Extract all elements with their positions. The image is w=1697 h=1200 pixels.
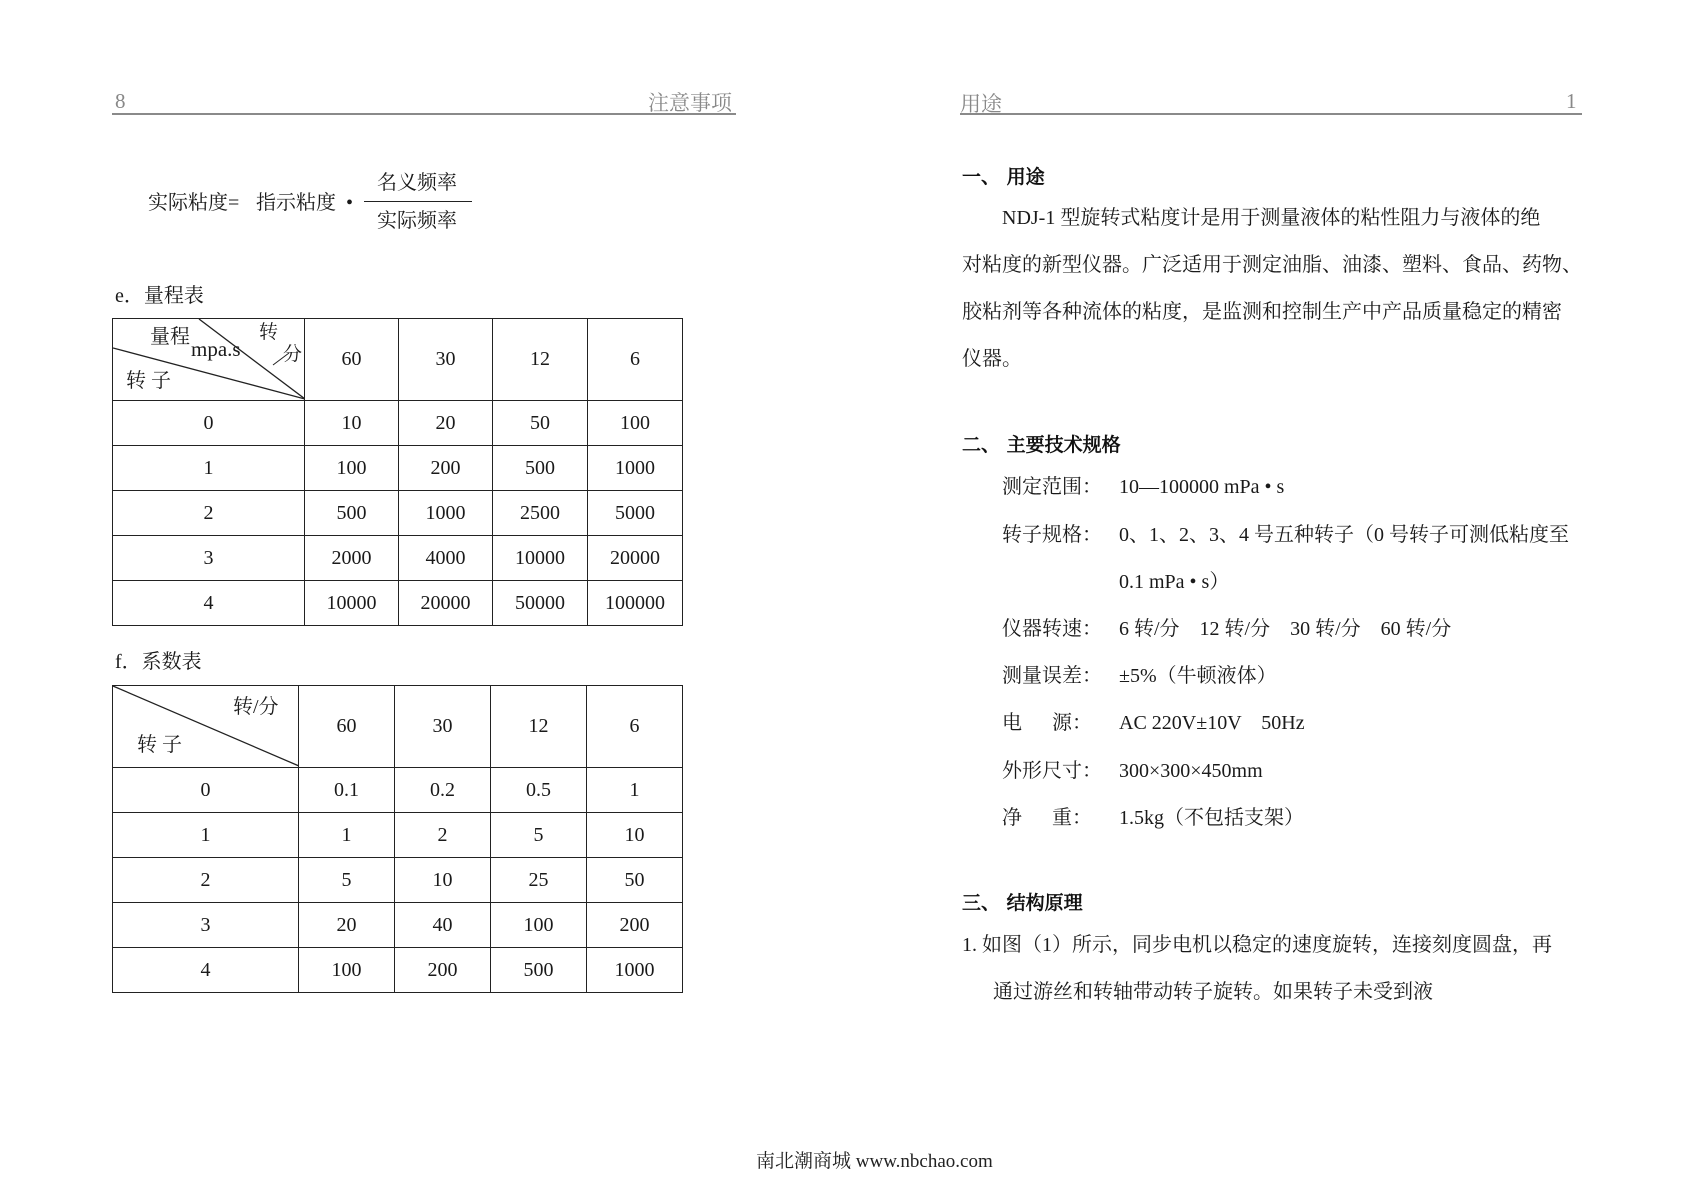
value-cell: 100 [305, 446, 399, 491]
value-cell: 200 [395, 948, 491, 993]
value-cell: 25 [491, 858, 587, 903]
fraction-bar [364, 201, 472, 202]
value-cell: 40 [395, 903, 491, 948]
spec-label: 测量误差： [1002, 665, 1102, 687]
rotor-cell: 0 [113, 768, 299, 813]
rotor-cell: 4 [113, 581, 305, 626]
coef-table-corner [113, 686, 299, 768]
value-cell: 20 [299, 903, 395, 948]
formula-denominator: 实际频率 [377, 210, 457, 232]
rotor-cell: 4 [113, 948, 299, 993]
formula-numerator: 名义频率 [377, 172, 457, 194]
rotor-cell: 3 [113, 903, 299, 948]
value-cell: 0.5 [491, 768, 587, 813]
table-row [113, 491, 683, 536]
value-cell: 500 [493, 446, 588, 491]
value-cell: 100 [491, 903, 587, 948]
spec-value: ±5%（牛顿液体） [1119, 665, 1277, 687]
value-cell: 2500 [493, 491, 588, 536]
spec-value: 1.5kg（不包括支架） [1119, 807, 1304, 829]
value-cell: 100000 [588, 581, 683, 626]
range-table-caption: e．量程表 [115, 285, 204, 307]
spec-value: 300×300×450mm [1119, 760, 1263, 782]
rotor-cell: 3 [113, 536, 305, 581]
table-row [113, 768, 683, 813]
value-cell: 50 [587, 858, 683, 903]
section-heading-structure: 三、 结构原理 [962, 892, 1083, 914]
value-cell: 200 [399, 446, 493, 491]
column-header: 60 [305, 319, 399, 401]
value-cell: 20 [399, 401, 493, 446]
table-row [113, 446, 683, 491]
value-cell: 10 [395, 858, 491, 903]
spec-label: 净 重： [1002, 807, 1092, 829]
rotor-cell: 2 [113, 858, 299, 903]
rotor-cell: 0 [113, 401, 305, 446]
spec-value: 0.1 mPa • s） [1119, 571, 1230, 593]
column-header: 12 [493, 319, 588, 401]
table-row [113, 903, 683, 948]
spec-value: 10—100000 mPa • s [1119, 476, 1285, 498]
column-header: 12 [491, 686, 587, 768]
spec-value: AC 220V±10V 50Hz [1119, 712, 1305, 734]
column-header: 6 [588, 319, 683, 401]
spec-label: 仪器转速： [1002, 618, 1102, 640]
section-heading-usage: 一、 用途 [962, 166, 1045, 188]
formula-dot: • [346, 192, 354, 214]
table-row [113, 401, 683, 446]
spec-label: 外形尺寸： [1002, 760, 1102, 782]
value-cell: 500 [491, 948, 587, 993]
spec-value: 0、1、2、3、4 号五种转子（0 号转子可测低粘度至 [1119, 524, 1569, 546]
value-cell: 10 [587, 813, 683, 858]
coef-table-caption: f．系数表 [115, 651, 202, 673]
table-row [113, 858, 683, 903]
paragraph-line: 对粘度的新型仪器。广泛适用于测定油脂、油漆、塑料、食品、药物、 [962, 254, 1582, 276]
range-table [112, 318, 683, 626]
value-cell: 500 [305, 491, 399, 536]
table-row [113, 813, 683, 858]
spec-label: 转子规格： [1002, 524, 1102, 546]
page-number-right: 1 [1566, 89, 1577, 113]
range-table-corner [113, 319, 305, 401]
value-cell: 1000 [399, 491, 493, 536]
value-cell: 2000 [305, 536, 399, 581]
paragraph-line: 胶粘剂等各种流体的粘度，是监测和控制生产中产品质量稳定的精密 [962, 301, 1562, 323]
value-cell: 0.1 [299, 768, 395, 813]
column-header: 30 [399, 319, 493, 401]
corner-rpm-top: 转 [259, 322, 279, 343]
value-cell: 0.2 [395, 768, 491, 813]
value-cell: 1 [587, 768, 683, 813]
value-cell: 100 [299, 948, 395, 993]
corner-rotor-label: 转 子 [126, 370, 171, 392]
corner-rotor-label: 转 子 [137, 734, 182, 756]
paragraph-line: 仪器。 [962, 348, 1022, 370]
footer-watermark: 南北潮商城 www.nbchao.com [756, 1151, 993, 1172]
section-heading-specs: 二、 主要技术规格 [962, 434, 1121, 456]
column-header: 30 [395, 686, 491, 768]
value-cell: 4000 [399, 536, 493, 581]
value-cell: 10 [305, 401, 399, 446]
value-cell: 1 [299, 813, 395, 858]
value-cell: 20000 [399, 581, 493, 626]
paragraph-line: 1. 如图（1）所示，同步电机以稳定的速度旋转，连接刻度圆盘，再 [962, 934, 1552, 956]
formula-term: 指示粘度 [256, 192, 336, 214]
coef-table [112, 685, 683, 993]
value-cell: 1000 [588, 446, 683, 491]
paragraph-line: NDJ-1 型旋转式粘度计是用于测量液体的粘性阻力与液体的绝 [1002, 207, 1541, 229]
corner-range-label: 量程 [150, 326, 190, 348]
header-rule-left [112, 113, 736, 115]
table-row [113, 536, 683, 581]
page-header-title-right: 用途 [960, 92, 1002, 116]
rotor-cell: 1 [113, 813, 299, 858]
value-cell: 20000 [588, 536, 683, 581]
value-cell: 200 [587, 903, 683, 948]
column-header: 60 [299, 686, 395, 768]
table-row [113, 948, 683, 993]
value-cell: 50 [493, 401, 588, 446]
column-header: 6 [587, 686, 683, 768]
value-cell: 5 [299, 858, 395, 903]
page-header-title-left: 注意事项 [648, 91, 732, 115]
corner-rpm-label: 转/分 [233, 696, 279, 718]
rotor-cell: 1 [113, 446, 305, 491]
paragraph-line: 通过游丝和转轴带动转子旋转。如果转子未受到液 [993, 981, 1433, 1003]
page-number-left: 8 [115, 89, 126, 113]
value-cell: 1000 [587, 948, 683, 993]
corner-rpm-bottom: 分 [283, 344, 303, 365]
value-cell: 5 [491, 813, 587, 858]
formula-lhs: 实际粘度= [148, 192, 240, 214]
spec-label: 测定范围： [1002, 476, 1102, 498]
value-cell: 2 [395, 813, 491, 858]
value-cell: 5000 [588, 491, 683, 536]
value-cell: 10000 [493, 536, 588, 581]
table-row [113, 581, 683, 626]
value-cell: 50000 [493, 581, 588, 626]
spec-label: 电 源： [1002, 712, 1092, 734]
value-cell: 10000 [305, 581, 399, 626]
rotor-cell: 2 [113, 491, 305, 536]
corner-unit-label: mpa.s [191, 337, 241, 361]
header-rule-right [960, 113, 1582, 115]
spec-value: 6 转/分 12 转/分 30 转/分 60 转/分 [1119, 618, 1452, 640]
value-cell: 100 [588, 401, 683, 446]
